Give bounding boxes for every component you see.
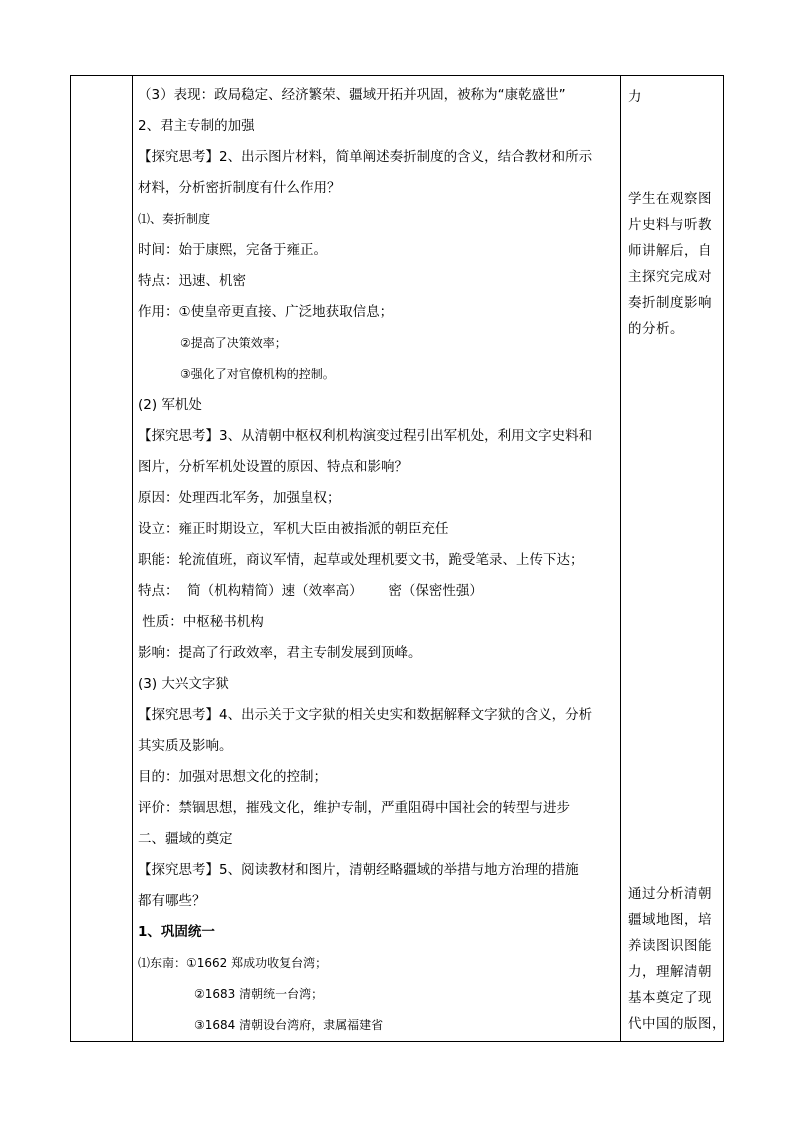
student-activity-block-2 bbox=[628, 186, 722, 342]
sub-heading: (3) 大兴文字狱 bbox=[138, 676, 229, 692]
content-line: 性质：中枢秘书机构 bbox=[138, 614, 264, 630]
content-line: ⑴东南：①1662 郑成功收复台湾； bbox=[138, 956, 328, 970]
design-intent-block bbox=[628, 881, 726, 1037]
content-line: 特点： 简（机构精简）速（效率高） 密（保密性强） bbox=[138, 583, 483, 599]
content-line: （3）表现：政局稳定、经济繁荣、疆域开拓并巩固，被称为“康乾盛世” bbox=[138, 87, 566, 103]
sub-heading: ⑴、奏折制度 bbox=[138, 212, 211, 226]
lesson-table bbox=[70, 75, 724, 1042]
content-line: 图片，分析军机处设置的原因、特点和影响？ bbox=[138, 459, 408, 475]
content-line: 评价：禁锢思想，摧残文化，维护专制，严重阻碍中国社会的转型与进步 bbox=[138, 800, 570, 816]
section-heading: 2、君主专制的加强 bbox=[138, 118, 255, 134]
side-line: 基本奠定了现 bbox=[628, 990, 712, 1006]
content-line: 影响：提高了行政效率，君主专制发展到顶峰。 bbox=[138, 645, 422, 661]
content-line: ②1683 清朝统一台湾； bbox=[194, 987, 324, 1001]
side-line: 的分析。 bbox=[628, 321, 684, 337]
side-line: 师讲解后，自 bbox=[628, 243, 712, 259]
sub-heading: 1、巩固统一 bbox=[138, 924, 215, 940]
content-line: 目的：加强对思想文化的控制； bbox=[138, 769, 327, 785]
side-line: 奏折制度影响 bbox=[628, 295, 712, 311]
side-line: 力，理解清朝 bbox=[628, 964, 712, 980]
content-line: ③强化了对官僚机构的控制。 bbox=[180, 367, 335, 381]
side-line: 学生在观察图 bbox=[628, 191, 712, 207]
content-line: 设立：雍正时期设立，军机大臣由被指派的朝臣充任 bbox=[138, 521, 449, 537]
content-line: ②提高了决策效率； bbox=[180, 336, 287, 350]
content-line: 【探究思考】4、出示关于文字狱的相关史实和数据解释文字狱的含义，分析 bbox=[138, 707, 593, 723]
section-heading: 二、疆域的奠定 bbox=[138, 831, 233, 847]
side-line: 通过分析清朝 bbox=[628, 886, 712, 902]
content-line: 都有哪些？ bbox=[138, 893, 206, 909]
content-line: 材料，分析密折制度有什么作用？ bbox=[138, 180, 341, 196]
side-line: 主探究完成对 bbox=[628, 269, 712, 285]
content-line: 【探究思考】3、从清朝中枢权利机构演变过程引出军机处，利用文字史料和 bbox=[138, 428, 593, 444]
content-line: 特点：迅速、机密 bbox=[138, 273, 246, 289]
content-line: 其实质及影响。 bbox=[138, 738, 233, 754]
column-divider-left bbox=[132, 76, 133, 1041]
content-line: 【探究思考】2、出示图片材料，简单阐述奏折制度的含义，结合教材和所示 bbox=[138, 149, 593, 165]
side-line: 力 bbox=[628, 89, 642, 105]
content-line: 原因：处理西北军务，加强皇权； bbox=[138, 490, 341, 506]
column-divider-right bbox=[620, 76, 621, 1041]
side-line: 片史料与听教 bbox=[628, 217, 712, 233]
student-activity-block-1 bbox=[628, 84, 722, 110]
content-line: 【探究思考】5、阅读教材和图片，清朝经略疆域的举措与地方治理的措施 bbox=[138, 862, 579, 878]
content-line: ③1684 清朝设台湾府，隶属福建省 bbox=[194, 1018, 384, 1032]
content-line: 职能：轮流值班，商议军情，起草或处理机要文书，跪受笔录、上传下达； bbox=[138, 552, 584, 568]
side-line: 代中国的版图， bbox=[628, 1016, 726, 1032]
sub-heading: (2) 军机处 bbox=[138, 397, 202, 413]
side-line: 疆域地图，培 bbox=[628, 912, 712, 928]
side-line: 养读图识图能 bbox=[628, 938, 712, 954]
content-line: 时间：始于康熙，完备于雍正。 bbox=[138, 242, 327, 258]
content-line: 作用：①使皇帝更直接、广泛地获取信息； bbox=[138, 304, 394, 320]
